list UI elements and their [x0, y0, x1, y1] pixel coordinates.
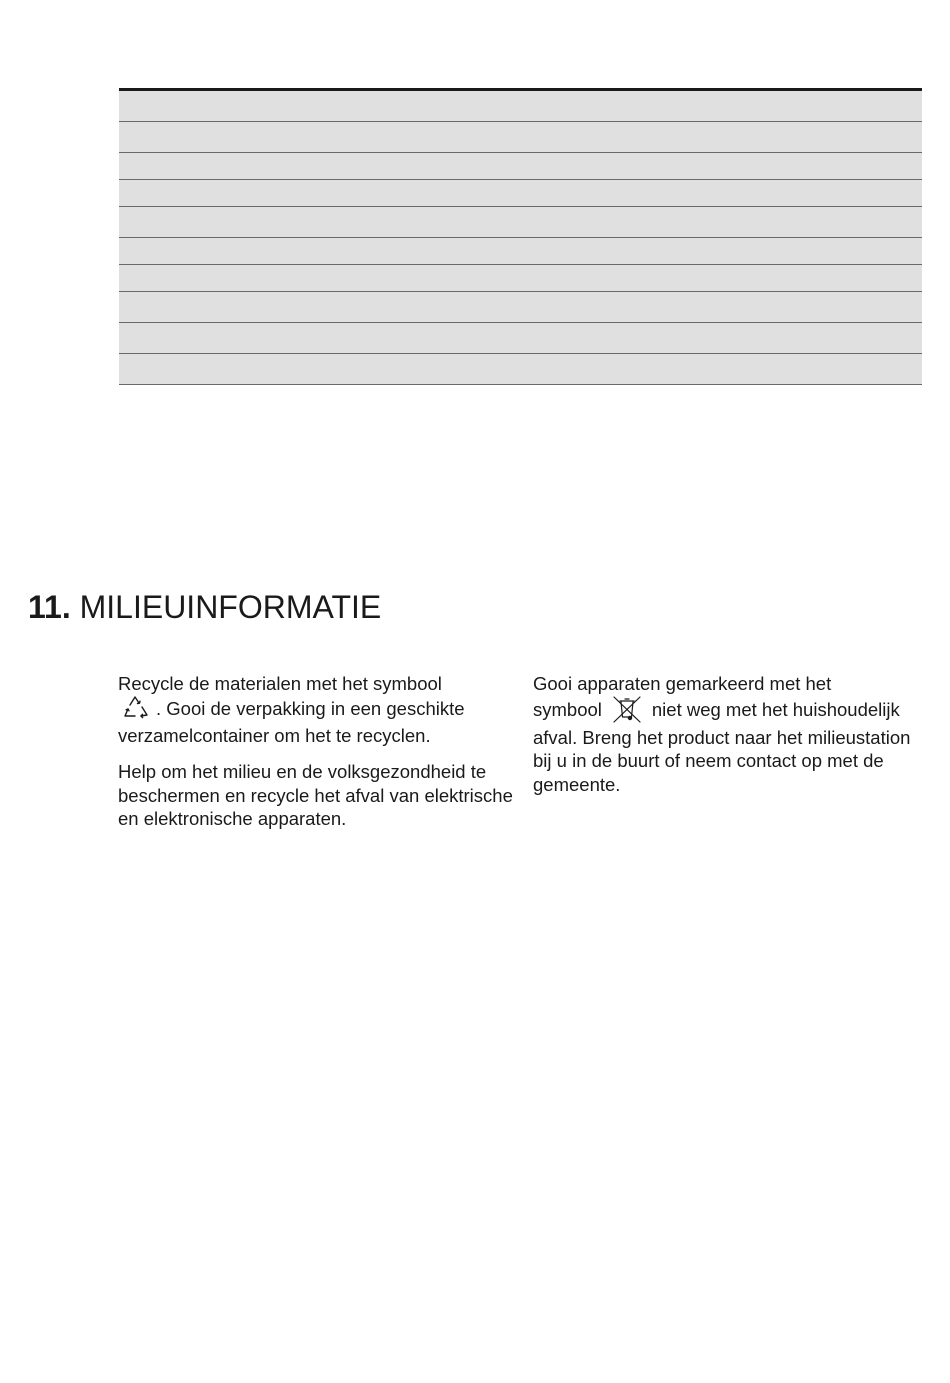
section-number: 11.: [28, 589, 71, 625]
table-row: [119, 238, 922, 265]
table-row: [119, 354, 922, 385]
recycle-text-end: . Gooi de verpakking in een geschikte verzamelcontainer om het te recyclen.: [118, 697, 465, 746]
table-row: [119, 292, 922, 323]
right-column: [533, 672, 928, 796]
table-row: [119, 323, 922, 354]
table-row: [119, 180, 922, 207]
table-row: [119, 153, 922, 180]
weee-text-rest: niet weg met het huishoudelijk afval. Breng het product naar het milieustation bij u in de buurt of neem contact op met de gemeente.: [533, 698, 911, 795]
weee-text-symbool: symbool: [533, 698, 602, 720]
section-title: MILIEUINFORMATIE: [79, 589, 382, 625]
weee-text-line1: Gooi apparaten gemarkeerd met het: [533, 673, 832, 694]
left-column: [118, 672, 513, 831]
table-row: [119, 207, 922, 238]
section-heading: [28, 588, 381, 626]
recycle-paragraph: [118, 672, 513, 747]
spec-table: [119, 88, 922, 385]
table-row: [119, 91, 922, 122]
table-row: [119, 122, 922, 153]
table-row: [119, 265, 922, 292]
protect-environment-paragraph: Help om het milieu en de volksgezondheid te beschermen en recycle het afval van elektrische en elektronische apparaten.: [118, 761, 513, 829]
recycle-icon: [118, 694, 152, 722]
crossed-out-wheelie-bin-icon: [610, 694, 644, 724]
weee-paragraph: [533, 672, 928, 796]
recycle-text-start: Recycle de materialen met het symbool: [118, 673, 442, 694]
